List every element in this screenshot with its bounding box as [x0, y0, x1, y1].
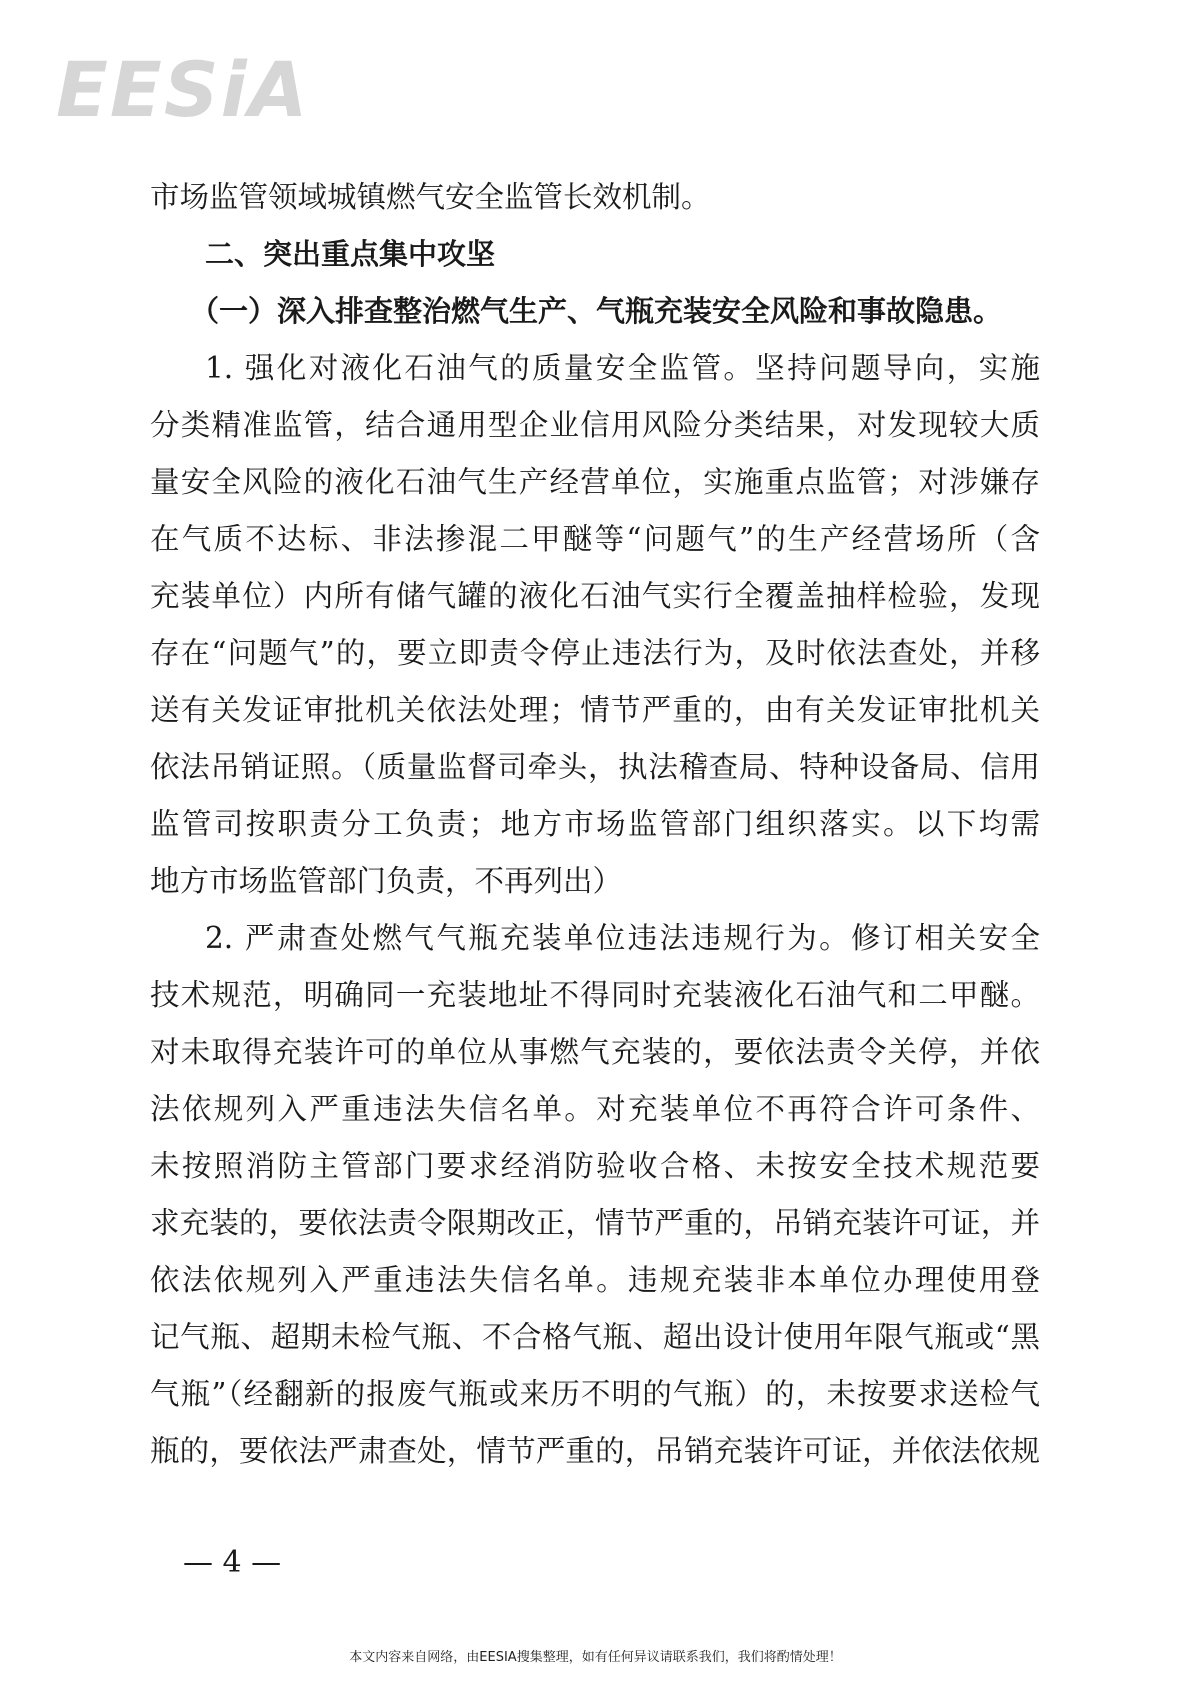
body-line: 地方市场监管部门负责，不再列出）: [150, 864, 623, 898]
body-line: 技术规范，明确同一充装地址不得同时充装液化石油气和二甲醚。: [150, 978, 1040, 1012]
body-line: 瓶的，要依法严肃查处，情节严重的，吊销充装许可证，并依法依规: [150, 1434, 1040, 1468]
body-line: 1. 强化对液化石油气的质量安全监管。坚持问题导向，实施: [205, 351, 1040, 385]
body-line: 分类精准监管，结合通用型企业信用风险分类结果，对发现较大质: [150, 408, 1040, 442]
body-line: 在气质不达标、非法掺混二甲醚等“问题气”的生产经营场所（含: [150, 522, 1040, 556]
body-line: 充装单位）内所有储气罐的液化石油气实行全覆盖抽样检验，发现: [150, 579, 1040, 613]
page-number: — 4 —: [183, 1545, 282, 1580]
body-line: 依法吊销证照。（质量监督司牵头，执法稽查局、特种设备局、信用: [150, 750, 1040, 784]
body-line: 送有关发证审批机关依法处理；情节严重的，由有关发证审批机关: [150, 693, 1040, 727]
body-line: 未按照消防主管部门要求经消防验收合格、未按安全技术规范要: [150, 1149, 1040, 1183]
body-line: 存在“问题气”的，要立即责令停止违法行为，及时依法查处，并移: [150, 636, 1040, 670]
body-line: 记气瓶、超期未检气瓶、不合格气瓶、超出设计使用年限气瓶或“黑: [150, 1320, 1040, 1354]
body-line: 监管司按职责分工负责；地方市场监管部门组织落实。以下均需: [150, 807, 1040, 841]
body-line: 法依规列入严重违法失信名单。对充装单位不再符合许可条件、: [150, 1092, 1040, 1126]
body-line: 市场监管领域城镇燃气安全监管长效机制。: [150, 180, 711, 214]
body-line: 对未取得充装许可的单位从事燃气充装的，要依法责令关停，并依: [150, 1035, 1040, 1069]
body-line: 2. 严肃查处燃气气瓶充装单位违法违规行为。修订相关安全: [205, 921, 1040, 955]
footer-disclaimer: 本文内容来自网络，由EESIA搜集整理，如有任何异议请联系我们，我们将酌情处理！: [349, 1650, 842, 1665]
body-line: 量安全风险的液化石油气生产经营单位，实施重点监管；对涉嫌存: [150, 465, 1040, 499]
eesia-logo: EESiA: [56, 45, 310, 134]
subsection-heading: （一）深入排查整治燃气生产、气瓶充装安全风险和事故隐患。: [190, 294, 1003, 328]
body-line: 气瓶”（经翻新的报废气瓶或来历不明的气瓶）的，未按要求送检气: [150, 1377, 1040, 1411]
section-heading: 二、突出重点集中攻坚: [205, 237, 496, 271]
body-line: 依法依规列入严重违法失信名单。违规充装非本单位办理使用登: [150, 1263, 1040, 1297]
body-line: 求充装的，要依法责令限期改正，情节严重的，吊销充装许可证，并: [150, 1206, 1040, 1240]
